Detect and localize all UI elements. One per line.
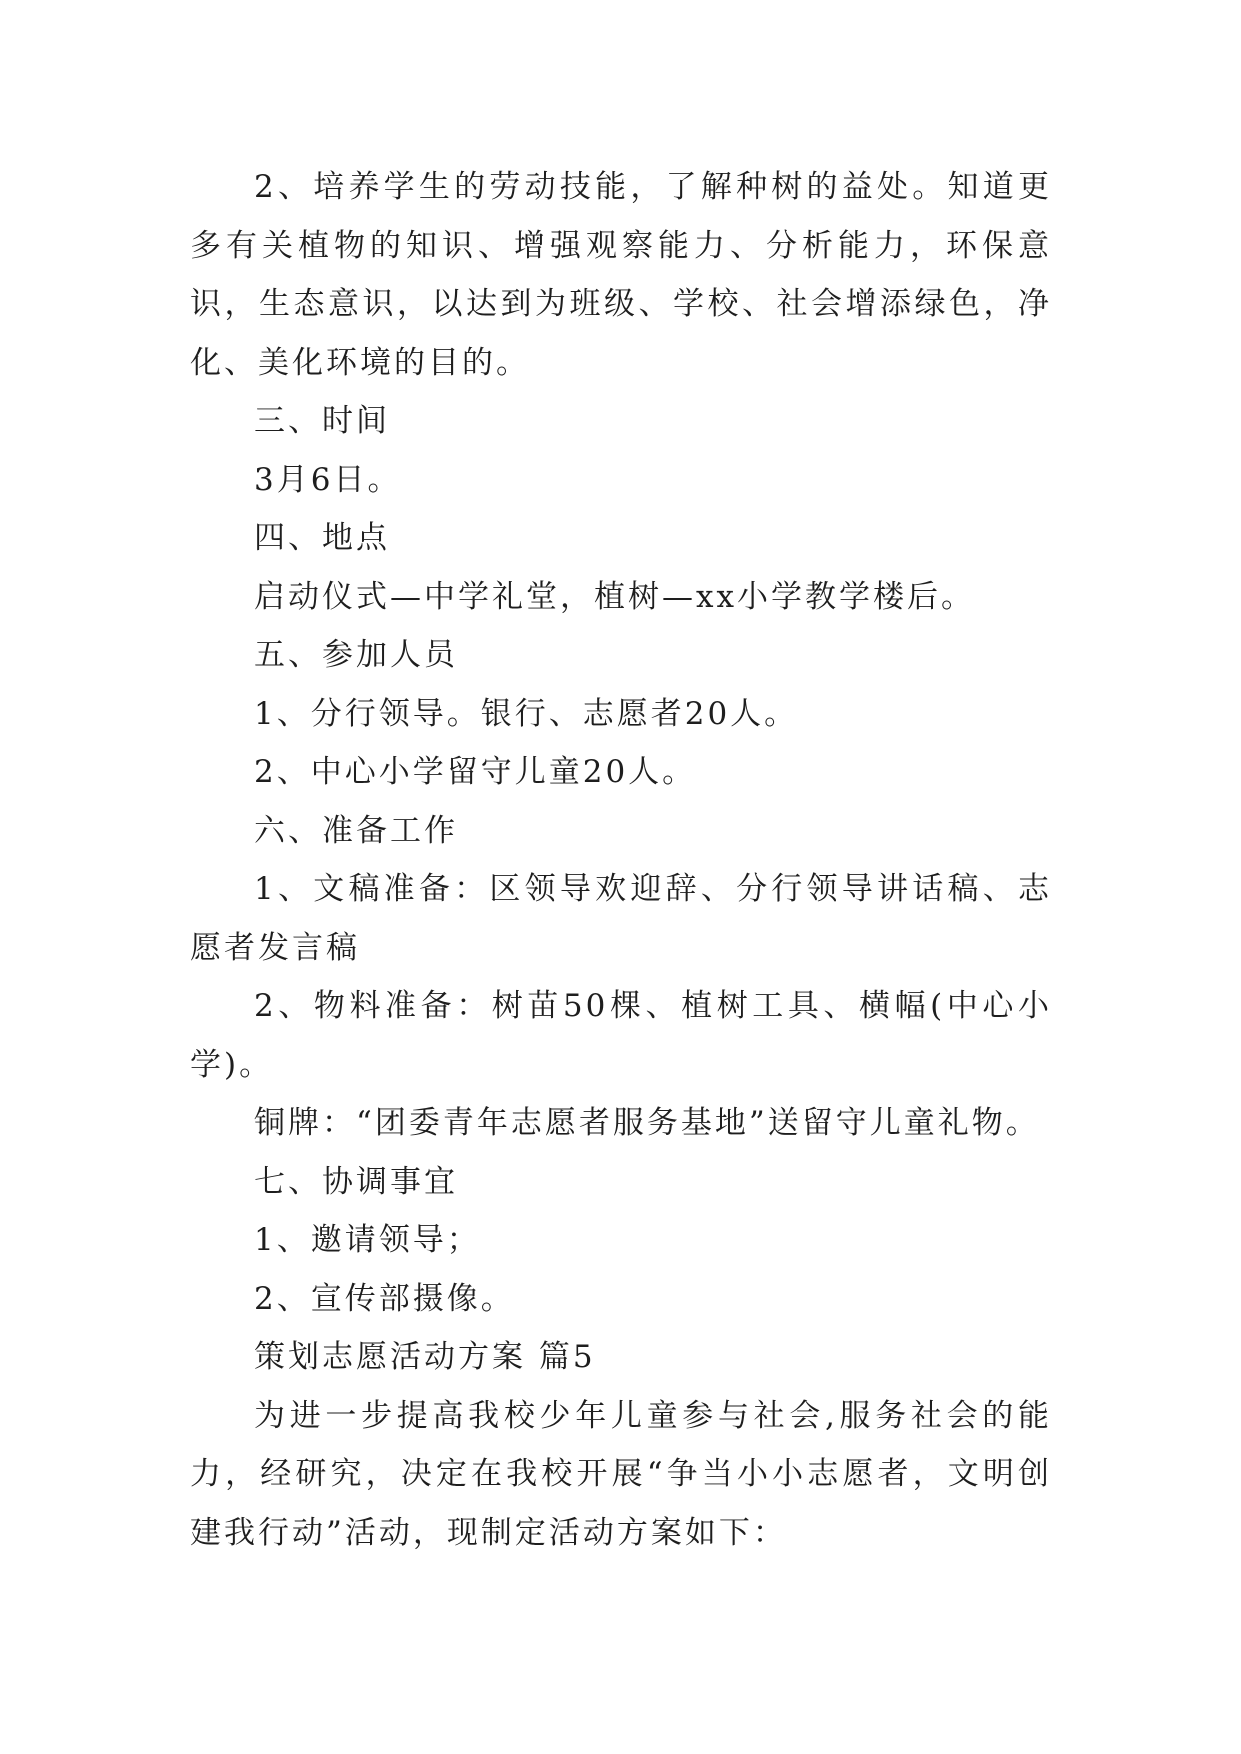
heading-preparation: 六、准备工作 <box>254 812 458 849</box>
paragraph-location: 启动仪式—中学礼堂，植树—xx小学教学楼后。 <box>254 578 975 615</box>
paragraph-plaque: 铜牌：“团委青年志愿者服务基地”送留守儿童礼物。 <box>254 1105 1040 1141</box>
heading-location: 四、地点 <box>254 520 390 556</box>
document-body <box>190 158 1052 1562</box>
paragraph-coordination-2: 2、宣传部摄像。 <box>254 1280 515 1317</box>
heading-participants: 五、参加人员 <box>254 637 458 673</box>
paragraph-date: 3月6日。 <box>254 461 402 498</box>
paragraph-participants-2: 2、中心小学留守儿童20人。 <box>254 754 697 790</box>
paragraph-coordination-1: 1、邀请领导； <box>254 1222 481 1258</box>
paragraph-plan-5-intro: 为进一步提高我校少年儿童参与社会,服务社会的能力，经研究，决定在我校开展“争当小小志愿者，文明创建我行动”活动，现制定活动方案如下： <box>190 1397 1052 1551</box>
paragraph-preparation-1: 1、文稿准备：区领导欢迎辞、分行领导讲话稿、志愿者发言稿 <box>190 871 1052 966</box>
section-title-plan-5: 策划志愿活动方案 篇5 <box>254 1339 596 1375</box>
paragraph-participants-1: 1、分行领导。银行、志愿者20人。 <box>254 695 799 732</box>
heading-time: 三、时间 <box>254 403 390 439</box>
paragraph-goal-2: 2、培养学生的劳动技能，了解种树的益处。知道更多有关植物的知识、增强观察能力、分析能力，环保意识，生态意识，以达到为班级、学校、社会增添绿色，净化、美化环境的目的。 <box>190 169 1052 381</box>
heading-coordination: 七、协调事宜 <box>254 1163 458 1200</box>
paragraph-preparation-2: 2、物料准备：树苗50棵、植树工具、横幅(中心小学)。 <box>190 988 1052 1083</box>
